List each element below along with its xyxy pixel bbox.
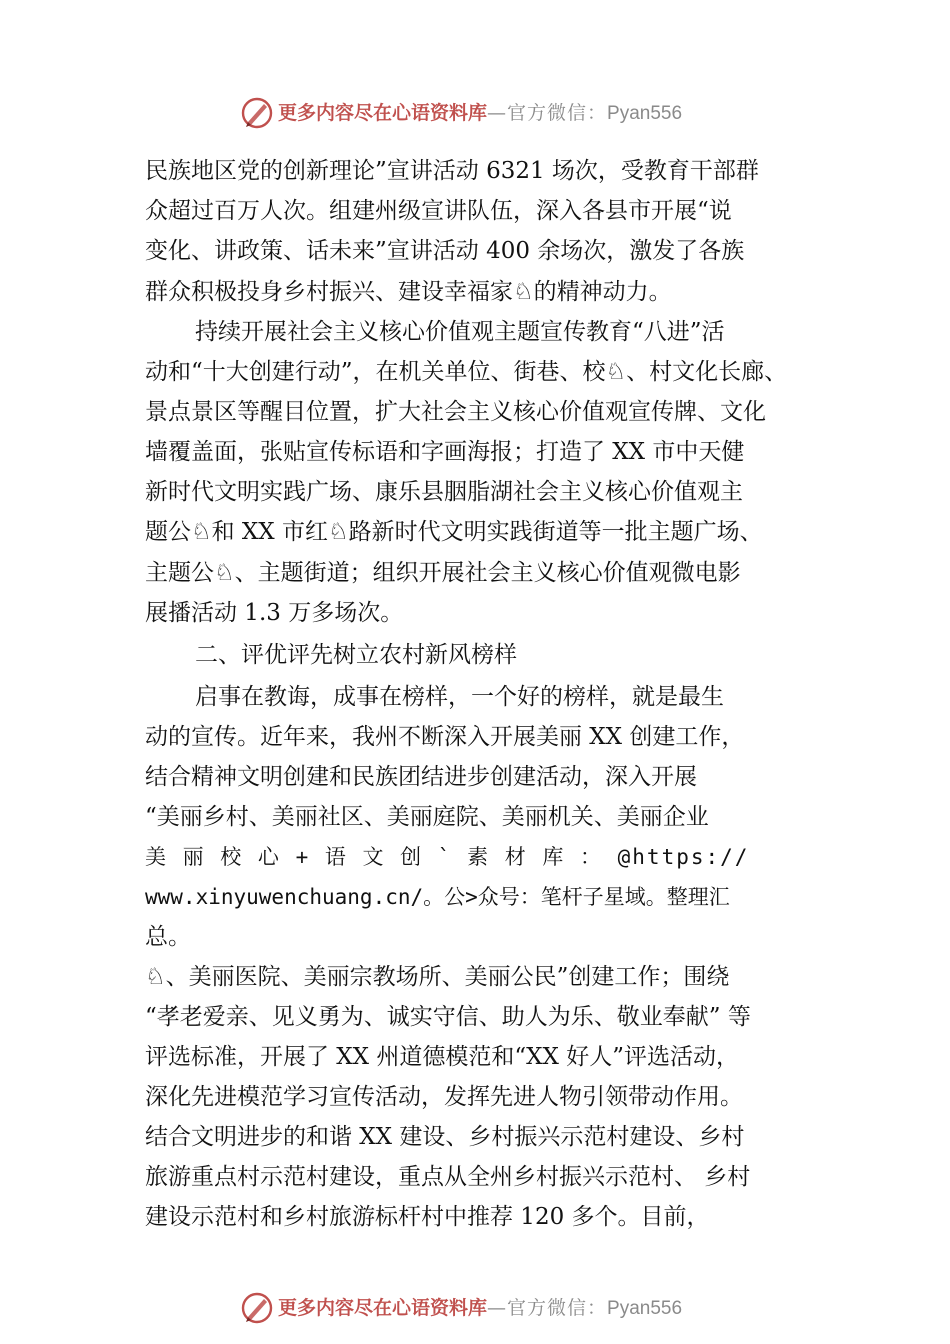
body-line: 景点景区等醒目位置，扩大社会主义核心价值观宣传牌、文化 <box>145 399 766 425</box>
footer-separator: —官方微信： <box>487 1297 608 1319</box>
body-line: 评选标准，开展了 XX 州道德模范和“XX 好人”评选活动， <box>145 1044 739 1070</box>
body-line: 群众积极投身乡村振兴、建设幸福家♘的精神动力。 <box>145 279 672 305</box>
body-line: 结合精神文明创建和民族团结进步创建活动，深入开展 <box>145 764 697 790</box>
footer-banner <box>0 1289 950 1329</box>
pen-logo-icon <box>240 96 274 130</box>
body-line: 众超过百万人次。组建州级宣讲队伍，深入各县市开展“说 <box>145 198 732 224</box>
paragraph-start-line: 启事在教诲，成事在榜样，一个好的榜样，就是最生 <box>195 684 724 710</box>
footer-wechat-id: Pyan556 <box>607 1298 683 1319</box>
body-line: 题公♘和 XX 市红♘路新时代文明实践街道等一批主题广场、 <box>145 519 763 545</box>
header-brand: 更多内容尽在心语资料库 <box>278 102 488 124</box>
section-heading: 二、评优评先树立农村新风榜样 <box>195 642 517 668</box>
watermark-line: 美 丽 校 心 + 语 文 创 ` 素 材 库 ： @https:// <box>145 845 750 869</box>
body-line: “孝老爱亲、见义勇为、诚实守信、助人为乐、敬业奉献” 等 <box>145 1004 751 1030</box>
body-line: 变化、讲政策、话未来”宣讲活动 400 余场次，激发了各族 <box>145 238 745 264</box>
header-banner-text <box>278 101 682 126</box>
body-line: 总。 <box>145 924 191 950</box>
body-line: 建设示范村和乡村旅游标杆村中推荐 120 多个。目前， <box>145 1204 710 1230</box>
body-line: 结合文明进步的和谐 XX 建设、乡村振兴示范村建设、乡村 <box>145 1124 745 1150</box>
body-line: 展播活动 1.3 万多场次。 <box>145 600 404 626</box>
footer-brand: 更多内容尽在心语资料库 <box>278 1297 488 1319</box>
body-line: 墙覆盖面，张贴宣传标语和字画海报；打造了 XX 市中天健 <box>145 439 745 465</box>
pen-logo-icon <box>240 1291 274 1325</box>
body-line: 主题公♘、主题街道；组织开展社会主义核心价值观微电影 <box>145 560 741 586</box>
footer-banner-text <box>278 1296 682 1321</box>
body-line: 民族地区党的创新理论”宣讲活动 6321 场次，受教育干部群 <box>145 158 759 184</box>
header-wechat-id: Pyan556 <box>607 103 683 124</box>
body-line: ♘、美丽医院、美丽宗教场所、美丽公民”创建工作；围绕 <box>145 964 730 990</box>
body-line: 深化先进模范学习宣传活动，发挥先进人物引领带动作用。 <box>145 1084 743 1110</box>
header-banner <box>0 94 950 134</box>
body-line: 旅游重点村示范村建设，重点从全州乡村振兴示范村、 乡村 <box>145 1164 751 1190</box>
body-line: “美丽乡村、美丽社区、美丽庭院、美丽机关、美丽企业 <box>145 804 709 830</box>
header-separator: —官方微信： <box>487 102 608 124</box>
paragraph-start-line: 持续开展社会主义核心价值观主题宣传教育“八进”活 <box>195 319 725 345</box>
body-line: 新时代文明实践广场、康乐县胭脂湖社会主义核心价值观主 <box>145 479 743 505</box>
body-line: 动的宣传。近年来，我州不断深入开展美丽 XX 创建工作， <box>145 724 745 750</box>
watermark-url-line: www.xinyuwenchuang.cn/。公>众号：笔杆子星域。整理汇 <box>145 885 730 909</box>
body-line: 动和“十大创建行动”，在机关单位、街巷、校♘、村文化长廊、 <box>145 359 788 385</box>
